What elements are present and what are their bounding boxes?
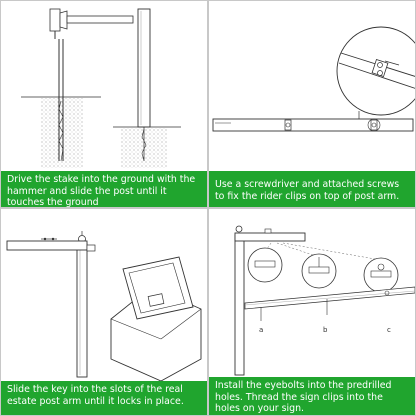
sign-strip-a — [245, 287, 415, 321]
post-arm-key-illustration — [1, 209, 208, 381]
detail-circle-c — [364, 258, 398, 292]
detail-circle-a — [248, 248, 282, 282]
detail-label-b: b — [323, 326, 328, 334]
rider-clip-illustration — [209, 1, 416, 171]
ground-hatch-left — [41, 98, 83, 168]
eyebolt-illustration — [209, 209, 416, 377]
step-4-caption: Install the eyebolts into the predrilled holes. Thread the sign clips into the holes on your sign. — [209, 377, 415, 416]
stake-and-hammer-illustration — [1, 1, 208, 171]
step-2-caption: Use a screwdriver and attached screws to fix the rider clips on top of post arm. — [209, 171, 415, 208]
step-4-panel — [208, 208, 416, 416]
step-2-panel — [208, 0, 416, 208]
step-3-caption: Slide the key into the slots of the real estate post arm until it locks in place. — [1, 381, 207, 416]
detail-label-c: c — [387, 326, 391, 334]
step-1-caption: Drive the stake into the ground with the hammer and slide the post until it touches the ground — [1, 171, 207, 208]
detail-label-a: a — [259, 326, 264, 334]
step-3-panel — [0, 208, 208, 416]
detail-circle-b — [302, 254, 336, 288]
key-slot-detail — [111, 257, 201, 381]
step-1-panel — [0, 0, 208, 208]
